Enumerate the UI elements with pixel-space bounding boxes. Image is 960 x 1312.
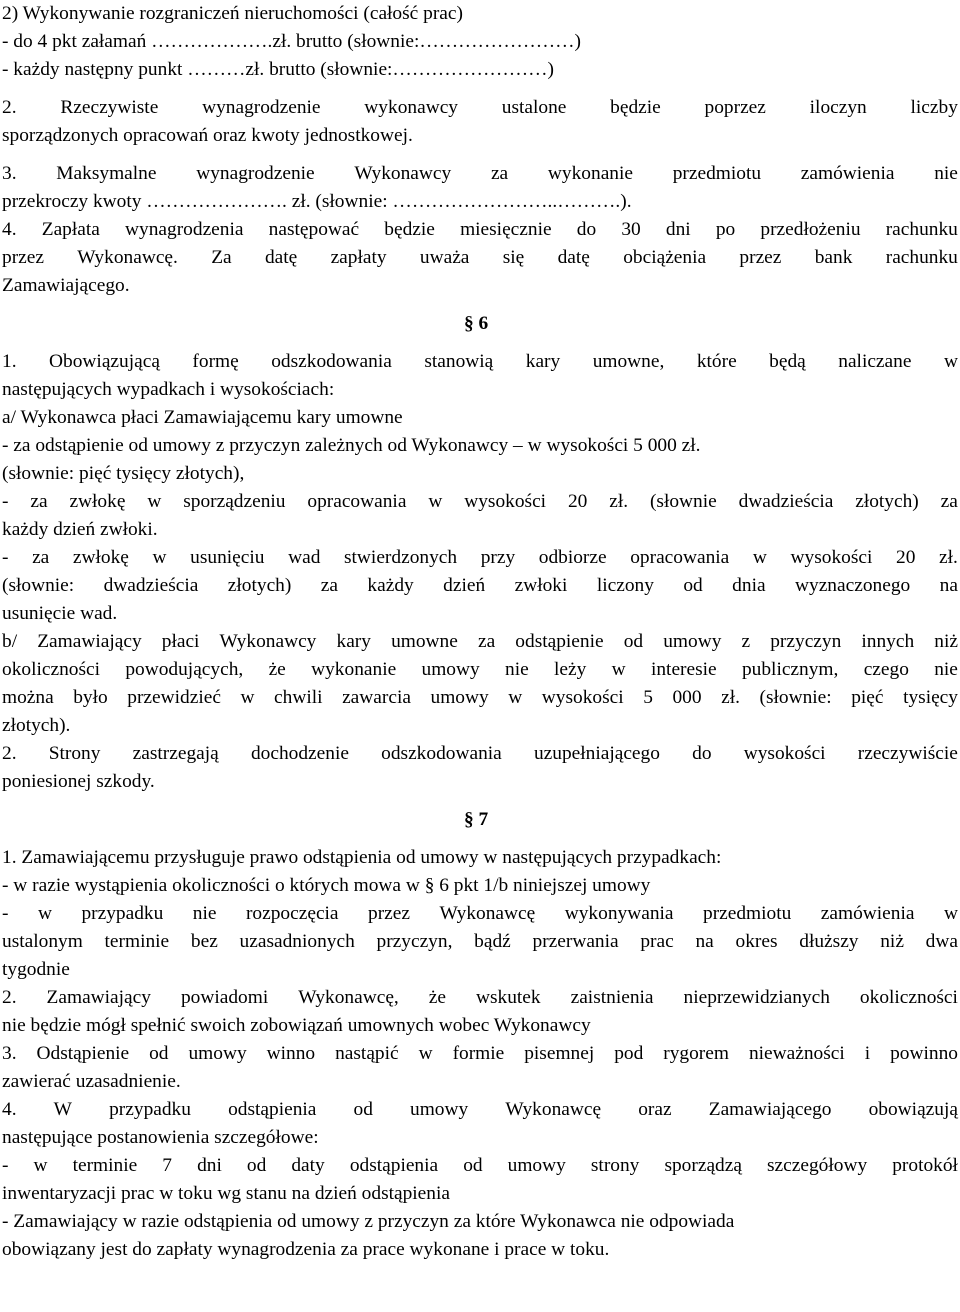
text-line <box>2 628 958 656</box>
word: interesie <box>650 659 717 680</box>
word: 20 <box>567 491 588 512</box>
word: nie <box>192 903 217 924</box>
word: formę <box>192 351 239 372</box>
word: wykonanie <box>547 163 633 184</box>
word: dwadzieścia <box>103 575 199 596</box>
word: bez <box>190 931 218 952</box>
word: Wykonawcę <box>505 1099 602 1120</box>
word: zwłokę <box>72 547 129 568</box>
word: innych <box>861 631 915 652</box>
text-line: - w razie wystąpienia okoliczności o których mowa w § 6 pkt 1/b niniejszej umowy <box>2 875 651 896</box>
text-line <box>2 900 958 928</box>
word: dzień <box>443 575 486 596</box>
word: przy <box>480 547 516 568</box>
spacer <box>2 84 958 94</box>
word: umowy <box>430 687 489 708</box>
word: za <box>490 163 509 184</box>
word: od <box>623 631 644 652</box>
word: od <box>149 1043 169 1064</box>
word: Obowiązującą <box>49 351 160 372</box>
word: będą <box>769 351 806 372</box>
word: - <box>2 1155 9 1176</box>
word: wad <box>288 547 321 568</box>
word: przyczyn, <box>376 931 453 952</box>
word: Wykonawcę. <box>77 247 178 268</box>
word: przedmiotu <box>703 903 792 924</box>
word: za <box>32 547 50 568</box>
word: b/ <box>2 631 18 652</box>
word: umowy <box>410 1099 469 1120</box>
word: szczegółowy <box>767 1155 868 1176</box>
word: bank <box>814 247 853 268</box>
text-line: tygodnie <box>2 959 70 980</box>
word: zł. <box>609 491 629 512</box>
word: 2. <box>2 987 17 1008</box>
word: iloczyn <box>809 97 867 118</box>
word: od <box>683 575 703 596</box>
text-line <box>2 544 958 572</box>
word: nieważności <box>748 1043 845 1064</box>
word: wysokości <box>541 687 624 708</box>
text-line: - każdy następny punkt ………zł. brutto (słownie:……………………) <box>2 59 555 80</box>
text-line <box>2 740 958 768</box>
text-line: (słownie: pięć tysięcy złotych), <box>2 463 245 484</box>
word: wskutek <box>475 987 541 1008</box>
word: stwierdzonych <box>344 547 458 568</box>
word: za <box>320 575 338 596</box>
word: wynagrodzenia <box>125 219 244 240</box>
word: (słownie: <box>2 575 75 596</box>
word: w <box>152 547 167 568</box>
word: nastąpić <box>335 1043 399 1064</box>
word: ustalone <box>501 97 567 118</box>
word: w <box>508 687 523 708</box>
text-line <box>2 244 958 272</box>
word: przypadku <box>109 1099 191 1120</box>
word: uzupełniającego <box>533 743 660 764</box>
word: sporządzą <box>664 1155 742 1176</box>
text-line: 1. Zamawiającemu przysługuje prawo odstąpienia od umowy w następujących przypadkach: <box>2 847 722 868</box>
word: Zamawiający <box>37 631 142 652</box>
word: po <box>715 219 736 240</box>
word: zwłokę <box>69 491 126 512</box>
word: dnia <box>732 575 766 596</box>
word: złotych) <box>855 491 919 512</box>
word: 4. <box>2 219 17 240</box>
text-line: - za odstąpienie od umowy z przyczyn zależnych od Wykonawcy – w wysokości 5 000 zł. <box>2 435 701 456</box>
word: Zapłata <box>41 219 100 240</box>
word: obowiązują <box>868 1099 958 1120</box>
word: daty <box>291 1155 325 1176</box>
word: przez <box>368 903 411 924</box>
word: bądź <box>474 931 511 952</box>
word: w <box>418 1043 433 1064</box>
word: dłuższy <box>799 931 859 952</box>
word: następować <box>268 219 360 240</box>
text-line: obowiązany jest do zapłaty wynagrodzenia za prace wykonane i prace w toku. <box>2 1239 610 1260</box>
word: Wykonawcy <box>219 631 317 652</box>
word: było <box>73 687 108 708</box>
word: 20 <box>896 547 916 568</box>
word: pod <box>614 1043 644 1064</box>
word: wykonanie <box>311 659 397 680</box>
word: zł. <box>939 547 958 568</box>
word: wykonywania <box>564 903 674 924</box>
word: w <box>33 1155 48 1176</box>
spacer <box>2 338 958 348</box>
word: odszkodowania <box>271 351 392 372</box>
word: dni <box>665 219 691 240</box>
spacer <box>2 834 958 844</box>
text-line: zawierać uzasadnienie. <box>2 1071 181 1092</box>
word: zastrzegają <box>132 743 219 764</box>
word: zł. <box>721 687 740 708</box>
word: Zamawiający <box>46 987 151 1008</box>
word: odstąpienie <box>515 631 604 652</box>
text-line <box>2 160 958 188</box>
word: okres <box>735 931 778 952</box>
word: niż <box>880 931 904 952</box>
word: przedmiotu <box>672 163 762 184</box>
word: liczony <box>596 575 654 596</box>
word: publicznym, <box>741 659 839 680</box>
word: rygorem <box>663 1043 729 1064</box>
text-line <box>2 488 958 516</box>
word: formie <box>452 1043 505 1064</box>
word: kary <box>336 631 371 652</box>
word: się <box>502 247 525 268</box>
word: naliczane <box>838 351 912 372</box>
text-line: - Zamawiający w razie odstąpienia od umowy z przyczyn za które Wykonawca nie odpowiada <box>2 1211 735 1232</box>
word: Odstąpienie <box>36 1043 130 1064</box>
word: w <box>428 491 443 512</box>
word: rachunku <box>885 219 958 240</box>
word: w <box>37 903 52 924</box>
word: (słownie <box>649 491 717 512</box>
word: za <box>940 491 958 512</box>
word: Wykonawcę <box>439 903 536 924</box>
word: prac <box>640 931 674 952</box>
text-line: a/ Wykonawca płaci Zamawiającemu kary umowne <box>2 407 403 428</box>
word: (słownie: <box>759 687 832 708</box>
text-line <box>2 1040 958 1068</box>
word: przewidzieć <box>127 687 221 708</box>
word: rachunku <box>885 247 958 268</box>
word: protokół <box>892 1155 958 1176</box>
word: na <box>695 931 714 952</box>
word: okoliczności <box>2 659 101 680</box>
word: opracowania <box>630 547 730 568</box>
word: Zamawiającego <box>708 1099 832 1120</box>
word: obciążenia <box>623 247 707 268</box>
word: uważa <box>419 247 470 268</box>
word: nieprzewidzianych <box>683 987 830 1008</box>
word: zawarcia <box>342 687 411 708</box>
word: wynagrodzenie <box>196 163 315 184</box>
word: tysięcy <box>903 687 958 708</box>
word: pisemnej <box>524 1043 595 1064</box>
word: 7 <box>162 1155 172 1176</box>
word: przez <box>2 247 44 268</box>
word: odszkodowania <box>381 743 502 764</box>
word: ustalonym <box>2 931 83 952</box>
word: 2. <box>2 743 17 764</box>
text-line <box>2 348 958 376</box>
word: wykonawcy <box>364 97 458 118</box>
text-line <box>2 928 958 956</box>
word: umowy <box>421 659 480 680</box>
word: terminie <box>104 931 170 952</box>
text-line: - do 4 pkt załamań ……………….zł. brutto (słownie:……………………) <box>2 31 581 52</box>
word: usunięciu <box>190 547 265 568</box>
word: terminie <box>72 1155 138 1176</box>
word: liczby <box>910 97 958 118</box>
word: każdy <box>367 575 414 596</box>
word: odbiorze <box>538 547 607 568</box>
text-line: złotych). <box>2 715 71 736</box>
word: nie <box>505 659 529 680</box>
word: będzie <box>384 219 435 240</box>
word: rzeczywiście <box>857 743 958 764</box>
word: odstąpienia <box>349 1155 439 1176</box>
word: okoliczności <box>859 987 958 1008</box>
text-line: 2) Wykonywanie rozgraniczeń nieruchomości (całość prac) <box>2 3 463 24</box>
word: 1. <box>2 351 17 372</box>
text-line <box>2 94 958 122</box>
word: stanowią <box>424 351 494 372</box>
word: powodujących, <box>125 659 244 680</box>
section-heading: § 6 <box>464 313 489 334</box>
word: złotych) <box>227 575 292 596</box>
word: 3. <box>2 163 17 184</box>
word: miesięcznie <box>460 219 552 240</box>
word: leży <box>554 659 587 680</box>
text-line: sporządzonych opracowań oraz kwoty jednostkowej. <box>2 125 413 146</box>
word: chwili <box>274 687 323 708</box>
word: Rzeczywiste <box>60 97 159 118</box>
word: przedłożeniu <box>760 219 861 240</box>
word: Strony <box>48 743 101 764</box>
word: odstąpienia <box>228 1099 317 1120</box>
word: datę <box>557 247 590 268</box>
word: Maksymalne <box>56 163 157 184</box>
text-line <box>2 572 958 600</box>
text-line: poniesionej szkody. <box>2 771 155 792</box>
word: zwłoki <box>514 575 568 596</box>
word: w <box>752 547 767 568</box>
word: sporządzeniu <box>183 491 286 512</box>
word: dni <box>197 1155 222 1176</box>
word: dwa <box>925 931 958 952</box>
word: 000 <box>672 687 702 708</box>
text-line: przekroczy kwoty …………………. zł. (słownie: ……………………..……….). <box>2 191 632 212</box>
word: W <box>53 1099 72 1120</box>
word: że <box>268 659 286 680</box>
word: zamówienia <box>800 163 895 184</box>
word: oraz <box>638 1099 672 1120</box>
word: 5 <box>643 687 653 708</box>
word: uzasadnionych <box>239 931 355 952</box>
word: powinno <box>890 1043 958 1064</box>
word: wysokości <box>790 547 873 568</box>
word: i <box>864 1043 871 1064</box>
word: od <box>353 1099 373 1120</box>
word: opracowania <box>307 491 407 512</box>
word: w <box>611 659 626 680</box>
word: zamówienia <box>820 903 915 924</box>
word: - <box>2 903 9 924</box>
word: poprzez <box>704 97 766 118</box>
word: datę <box>264 247 298 268</box>
word: dwadzieścia <box>738 491 834 512</box>
word: przyczyn <box>770 631 842 652</box>
word: będzie <box>610 97 661 118</box>
word: dochodzenie <box>250 743 349 764</box>
word: w <box>943 351 958 372</box>
word: które <box>696 351 737 372</box>
word: nie <box>934 659 958 680</box>
text-line <box>2 1152 958 1180</box>
text-line: każdy dzień zwłoki. <box>2 519 158 540</box>
word: w <box>943 903 958 924</box>
word: strony <box>590 1155 640 1176</box>
word: umowy <box>663 631 722 652</box>
word: umowy <box>188 1043 247 1064</box>
section-heading: § 7 <box>464 809 489 830</box>
word: wyznaczonego <box>795 575 911 596</box>
spacer <box>2 796 958 806</box>
word: w <box>147 491 162 512</box>
word: winno <box>266 1043 316 1064</box>
text-line: Zamawiającego. <box>2 275 130 296</box>
word: przerwania <box>532 931 619 952</box>
text-line <box>2 984 958 1012</box>
word: niż <box>934 631 958 652</box>
text-line <box>2 1096 958 1124</box>
word: można <box>2 687 54 708</box>
word: z <box>741 631 751 652</box>
word: na <box>939 575 958 596</box>
text-line <box>2 684 958 712</box>
word: 3. <box>2 1043 17 1064</box>
word: umowne, <box>592 351 665 372</box>
word: przez <box>739 247 782 268</box>
text-line: nie będzie mógł spełnić swoich zobowiązań umownych wobec Wykonawcy <box>2 1015 591 1036</box>
spacer <box>2 150 958 160</box>
word: przypadku <box>81 903 164 924</box>
word: Wykonawcę, <box>298 987 399 1008</box>
text-line <box>2 216 958 244</box>
word: 30 <box>621 219 641 240</box>
word: do <box>576 219 597 240</box>
word: Wykonawcy <box>354 163 452 184</box>
word: w <box>240 687 255 708</box>
word: za <box>30 491 48 512</box>
word: - <box>2 491 9 512</box>
word: nie <box>934 163 958 184</box>
word: powiadomi <box>180 987 269 1008</box>
word: zaistnienia <box>570 987 654 1008</box>
word: zapłaty <box>330 247 387 268</box>
text-line: następujących wypadkach i wysokościach: <box>2 379 335 400</box>
word: umowy <box>507 1155 566 1176</box>
word: Za <box>211 247 232 268</box>
word: płaci <box>161 631 200 652</box>
word: 4. <box>2 1099 17 1120</box>
word: pięć <box>851 687 884 708</box>
spacer <box>2 300 958 310</box>
text-line: następujące postanowienia szczegółowe: <box>2 1127 319 1148</box>
word: że <box>428 987 446 1008</box>
word: rozpoczęcia <box>245 903 339 924</box>
word: od <box>246 1155 267 1176</box>
word: wysokości <box>743 743 826 764</box>
word: od <box>463 1155 483 1176</box>
word: wysokości <box>464 491 547 512</box>
word: umowne <box>391 631 458 652</box>
word: - <box>2 547 9 568</box>
word: za <box>477 631 496 652</box>
word: kary <box>525 351 561 372</box>
word: 2. <box>2 97 17 118</box>
text-line <box>2 656 958 684</box>
word: do <box>692 743 712 764</box>
word: wynagrodzenie <box>202 97 321 118</box>
text-line: inwentaryzacji prac w toku wg stanu na dzień odstąpienia <box>2 1183 450 1204</box>
text-line: usunięcie wad. <box>2 603 118 624</box>
word: czego <box>863 659 909 680</box>
